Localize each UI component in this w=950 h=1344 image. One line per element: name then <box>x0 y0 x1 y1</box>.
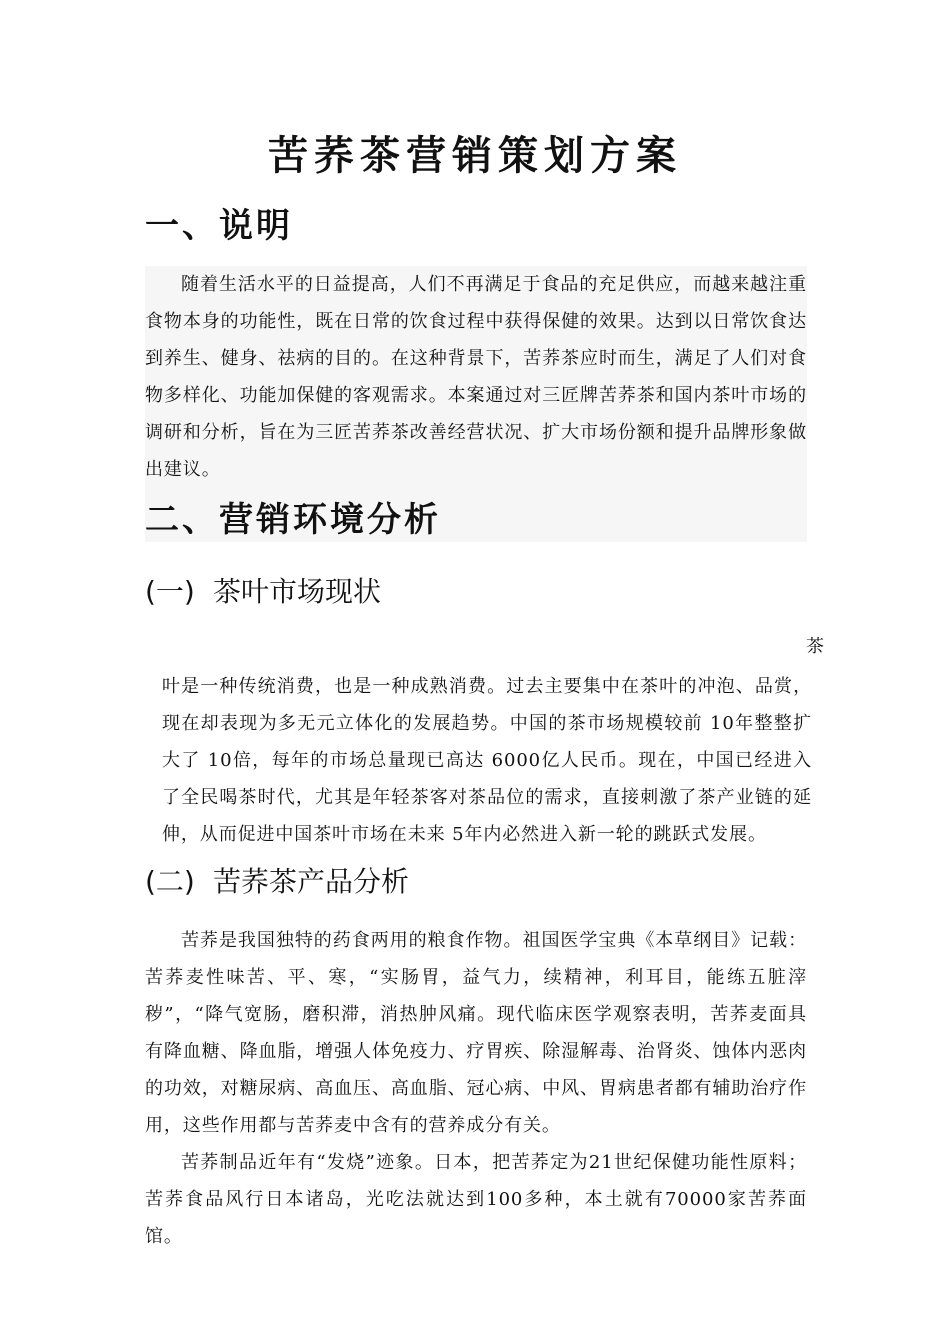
subsection-title: 苦荞茶产品分析 <box>213 865 410 898</box>
tea-market-paragraph: 叶是一种传统消费，也是一种成熟消费。过去主要集中在茶叶的冲泡、品赏，现在却表现为多无元立体化的发展趋势。中国的茶市场规模较前 10年整整扩大了 10倍，每年的市场总量现已高达 6000亿人民币。现在，中国已经进入了全民喝茶时代，尤其是年轻茶客对茶品位的需求，直接刺激了茶产业链的延伸，从而促进中国茶叶市场在未来 5年内必然进入新一轮的跳跃式发展。 <box>162 676 812 845</box>
product-analysis-paragraph-1: 苦荞是我国独特的药食两用的粮食作物。祖国医学宝典《本草纲目》记载：苦荞麦性味苦、平、寒，“实肠胃，益气力，续精神，利耳目，能练五脏滓秽”，“降气宽肠，磨积滞，消热肿风痛。现代临床医学观察表明，苦荞麦面具有降血糖、降血脂，增强人体免疫力、疗胃疾、除湿解毒、治肾炎、蚀体内恶肉的功效，对糖尿病、高血压、高血脂、冠心病、中风、胃病患者都有辅助治疗作用，这些作用都与苦荞麦中含有的营养成分有关。 <box>145 930 807 1136</box>
section-heading-explanation: 一、说明 <box>145 206 293 246</box>
document-title: 苦荞茶营销策划方案 <box>268 133 682 179</box>
product-analysis-paragraph-2: 苦荞制品近年有“发烧”迹象。日本，把苦荞定为21世纪保健功能性原料；苦荞食品风行日本诸岛，光吃法就达到100多种，本土就有70000家苦荞面馆。 <box>145 1152 807 1247</box>
section-heading-marketing-environment: 二、营销环境分析 <box>145 500 441 540</box>
explanation-paragraph: 随着生活水平的日益提高，人们不再满足于食品的充足供应，而越来越注重食物本身的功能性，既在日常的饮食过程中获得保健的效果。达到以日常饮食达到养生、健身、祛病的目的。在这种背景下，苦荞茶应时而生，满足了人们对食物多样化、功能加保健的客观需求。本案通过对三匠牌苦荞茶和国内茶叶市场的调研和分析，旨在为三匠苦荞茶改善经营状况、扩大市场份额和提升品牌形象做出建议。 <box>145 274 807 480</box>
paragraph-lead-character: 茶 <box>806 636 824 657</box>
subsection-number: (二) <box>145 865 195 898</box>
subsection-heading-product-analysis <box>145 864 409 900</box>
subsection-title: 茶叶市场现状 <box>213 575 382 608</box>
subsection-heading-tea-market <box>145 574 381 610</box>
subsection-number: (一) <box>145 575 195 608</box>
